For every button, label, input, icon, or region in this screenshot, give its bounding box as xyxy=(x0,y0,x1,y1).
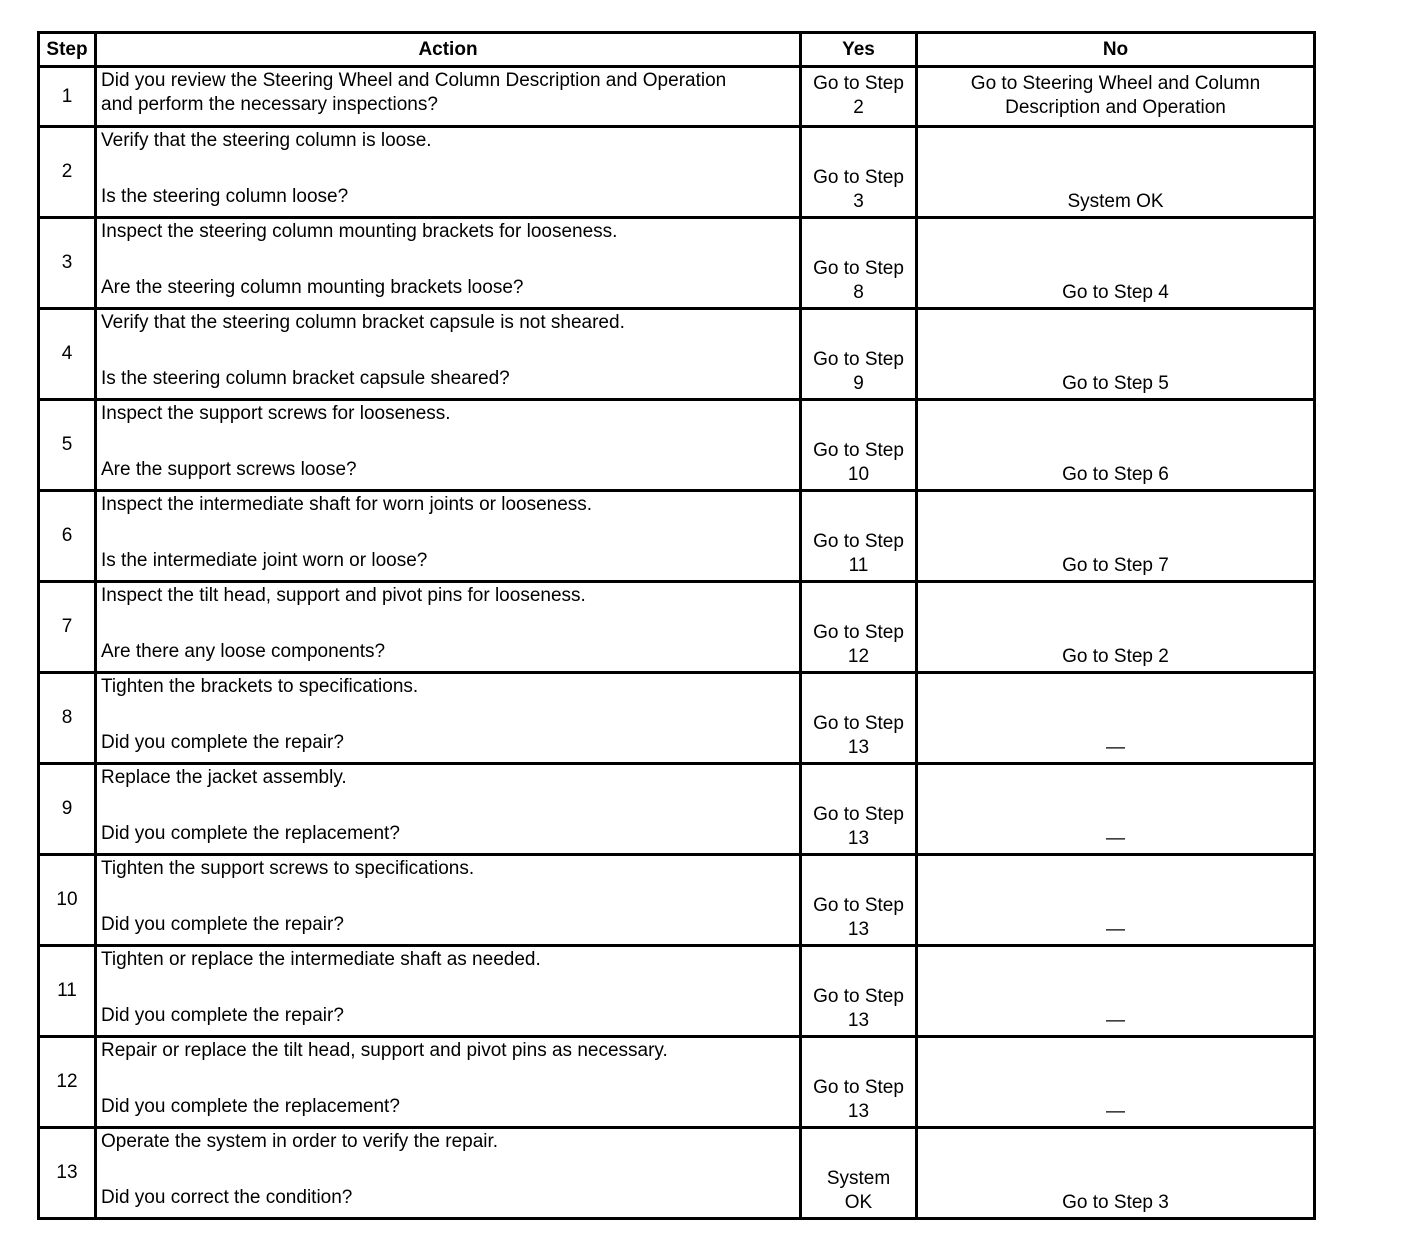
no-result-line2: Go to Step 5 xyxy=(1062,373,1169,394)
no-cell xyxy=(917,946,1315,1037)
step-number: 13 xyxy=(39,1128,96,1219)
yes-cell xyxy=(801,491,917,582)
yes-result-line2: 8 xyxy=(853,282,864,303)
table-row xyxy=(39,218,1315,309)
yes-result-line2: 9 xyxy=(853,373,864,394)
yes-result-line2: 2 xyxy=(853,96,864,118)
no-cell xyxy=(917,764,1315,855)
table-row xyxy=(39,127,1315,218)
yes-cell xyxy=(801,1128,917,1219)
no-result-line2: — xyxy=(1106,919,1125,940)
action-cell xyxy=(96,491,801,582)
action-question: Are the support screws loose? xyxy=(101,459,357,480)
yes-result-line2: 13 xyxy=(847,919,870,940)
no-cell xyxy=(917,67,1315,127)
no-cell xyxy=(917,491,1315,582)
yes-result-line1: Go to Step xyxy=(813,622,904,643)
no-cell xyxy=(917,400,1315,491)
no-result-line2: Go to Step 2 xyxy=(1062,646,1169,667)
yes-result-line2: 11 xyxy=(848,555,869,576)
action-instruction: Tighten the support screws to specifications. xyxy=(101,858,475,879)
step-number: 4 xyxy=(39,309,96,400)
action-instruction: Did you review the Steering Wheel and Column Description and Operation xyxy=(101,70,727,91)
action-question: Did you complete the replacement? xyxy=(101,823,400,844)
action-instruction: Operate the system in order to verify the repair. xyxy=(101,1131,499,1152)
no-result-line2: — xyxy=(1106,828,1125,849)
yes-result-line2: 12 xyxy=(847,646,870,667)
yes-result-line1: Go to Step xyxy=(813,349,904,370)
header-step: Step xyxy=(39,33,96,67)
step-number: 9 xyxy=(39,764,96,855)
no-result-line2: Description and Operation xyxy=(1005,96,1226,118)
action-question: Did you complete the replacement? xyxy=(101,1096,400,1117)
yes-cell xyxy=(801,673,917,764)
action-instruction: Replace the jacket assembly. xyxy=(101,767,347,788)
table-row xyxy=(39,67,1315,127)
table-row xyxy=(39,400,1315,491)
header-action: Action xyxy=(96,33,801,67)
step-number: 5 xyxy=(39,400,96,491)
yes-result-line1: Go to Step xyxy=(813,895,904,916)
action-cell xyxy=(96,67,801,127)
action-question: Did you complete the repair? xyxy=(101,1005,344,1026)
table-body xyxy=(39,67,1315,1219)
action-question: Did you complete the repair? xyxy=(101,914,344,935)
diagnostic-table xyxy=(37,31,1316,1220)
action-instruction: Inspect the tilt head, support and pivot pins for looseness. xyxy=(101,585,586,606)
step-number: 10 xyxy=(39,855,96,946)
no-result-line1: Go to Steering Wheel and Column xyxy=(970,72,1261,94)
step-number: 8 xyxy=(39,673,96,764)
yes-result-line2: 13 xyxy=(847,828,870,849)
yes-result-line1: Go to Step xyxy=(813,804,904,825)
no-cell xyxy=(917,309,1315,400)
table-row xyxy=(39,1037,1315,1128)
action-cell xyxy=(96,764,801,855)
no-result-line2: System OK xyxy=(1067,191,1164,212)
no-result-line2: Go to Step 4 xyxy=(1062,282,1169,303)
action-instruction: Inspect the intermediate shaft for worn joints or looseness. xyxy=(101,494,593,515)
no-cell xyxy=(917,218,1315,309)
no-result-line2: Go to Step 7 xyxy=(1062,555,1169,576)
table-row xyxy=(39,946,1315,1037)
yes-cell xyxy=(801,764,917,855)
action-instruction: Verify that the steering column is loose. xyxy=(101,130,432,151)
action-cell xyxy=(96,855,801,946)
action-instruction: Repair or replace the tilt head, support and pivot pins as necessary. xyxy=(101,1040,668,1061)
yes-result-line1: Go to Step xyxy=(813,440,904,461)
action-instruction: Inspect the steering column mounting brackets for looseness. xyxy=(101,221,618,242)
table-row xyxy=(39,855,1315,946)
yes-cell xyxy=(801,855,917,946)
yes-cell xyxy=(801,400,917,491)
yes-result-line1: Go to Step xyxy=(813,713,904,734)
yes-result-line1: Go to Step xyxy=(813,258,904,279)
step-number: 2 xyxy=(39,127,96,218)
yes-result-line1: Go to Step xyxy=(813,986,904,1007)
action-question: Is the steering column bracket capsule sheared? xyxy=(101,368,510,389)
step-number: 6 xyxy=(39,491,96,582)
table-row xyxy=(39,309,1315,400)
table-row xyxy=(39,673,1315,764)
action-cell xyxy=(96,400,801,491)
yes-cell xyxy=(801,582,917,673)
action-cell xyxy=(96,218,801,309)
action-cell xyxy=(96,127,801,218)
no-cell xyxy=(917,582,1315,673)
action-cell xyxy=(96,673,801,764)
table-row xyxy=(39,1128,1315,1219)
header-no: No xyxy=(917,33,1315,67)
yes-cell xyxy=(801,309,917,400)
action-question: Did you complete the repair? xyxy=(101,732,344,753)
action-question: Is the steering column loose? xyxy=(101,186,349,207)
no-result-line2: — xyxy=(1106,1101,1125,1122)
action-question: Are there any loose components? xyxy=(101,641,386,662)
action-cell xyxy=(96,582,801,673)
action-question: and perform the necessary inspections? xyxy=(101,94,438,115)
action-question: Are the steering column mounting brackets loose? xyxy=(101,277,524,298)
no-cell xyxy=(917,673,1315,764)
action-instruction: Inspect the support screws for looseness. xyxy=(101,403,451,424)
no-cell xyxy=(917,855,1315,946)
yes-result-line2: 10 xyxy=(847,464,870,485)
action-question: Is the intermediate joint worn or loose? xyxy=(101,550,428,571)
no-result-line2: Go to Step 6 xyxy=(1062,464,1169,485)
yes-cell xyxy=(801,218,917,309)
action-cell xyxy=(96,309,801,400)
action-cell xyxy=(96,946,801,1037)
yes-result-line1: Go to Step xyxy=(813,72,904,94)
no-cell xyxy=(917,127,1315,218)
action-instruction: Tighten the brackets to specifications. xyxy=(101,676,419,697)
table-row xyxy=(39,764,1315,855)
no-result-line2: Go to Step 3 xyxy=(1062,1192,1169,1213)
table-row xyxy=(39,582,1315,673)
yes-result-line1: System xyxy=(826,1168,891,1189)
action-question: Did you correct the condition? xyxy=(101,1187,353,1208)
yes-cell xyxy=(801,67,917,127)
yes-cell xyxy=(801,1037,917,1128)
no-result-line2: — xyxy=(1106,1010,1125,1031)
no-result-line2: — xyxy=(1106,737,1125,758)
action-cell xyxy=(96,1128,801,1219)
yes-result-line2: 3 xyxy=(853,191,864,212)
yes-result-line2: OK xyxy=(844,1192,873,1213)
header-yes: Yes xyxy=(801,33,917,67)
step-number: 7 xyxy=(39,582,96,673)
yes-result-line1: Go to Step xyxy=(813,1077,904,1098)
action-cell xyxy=(96,1037,801,1128)
no-cell xyxy=(917,1128,1315,1219)
no-cell xyxy=(917,1037,1315,1128)
yes-cell xyxy=(801,127,917,218)
yes-cell xyxy=(801,946,917,1037)
step-number: 1 xyxy=(39,67,96,127)
step-number: 3 xyxy=(39,218,96,309)
step-number: 12 xyxy=(39,1037,96,1128)
action-instruction: Tighten or replace the intermediate shaft as needed. xyxy=(101,949,541,970)
yes-result-line2: 13 xyxy=(847,1010,870,1031)
yes-result-line2: 13 xyxy=(847,737,870,758)
step-number: 11 xyxy=(39,946,96,1037)
yes-result-line2: 13 xyxy=(847,1101,870,1122)
yes-result-line1: Go to Step xyxy=(813,167,904,188)
action-instruction: Verify that the steering column bracket capsule is not sheared. xyxy=(101,312,625,333)
table-row xyxy=(39,491,1315,582)
yes-result-line1: Go to Step xyxy=(813,531,904,552)
header-row xyxy=(39,33,1315,67)
